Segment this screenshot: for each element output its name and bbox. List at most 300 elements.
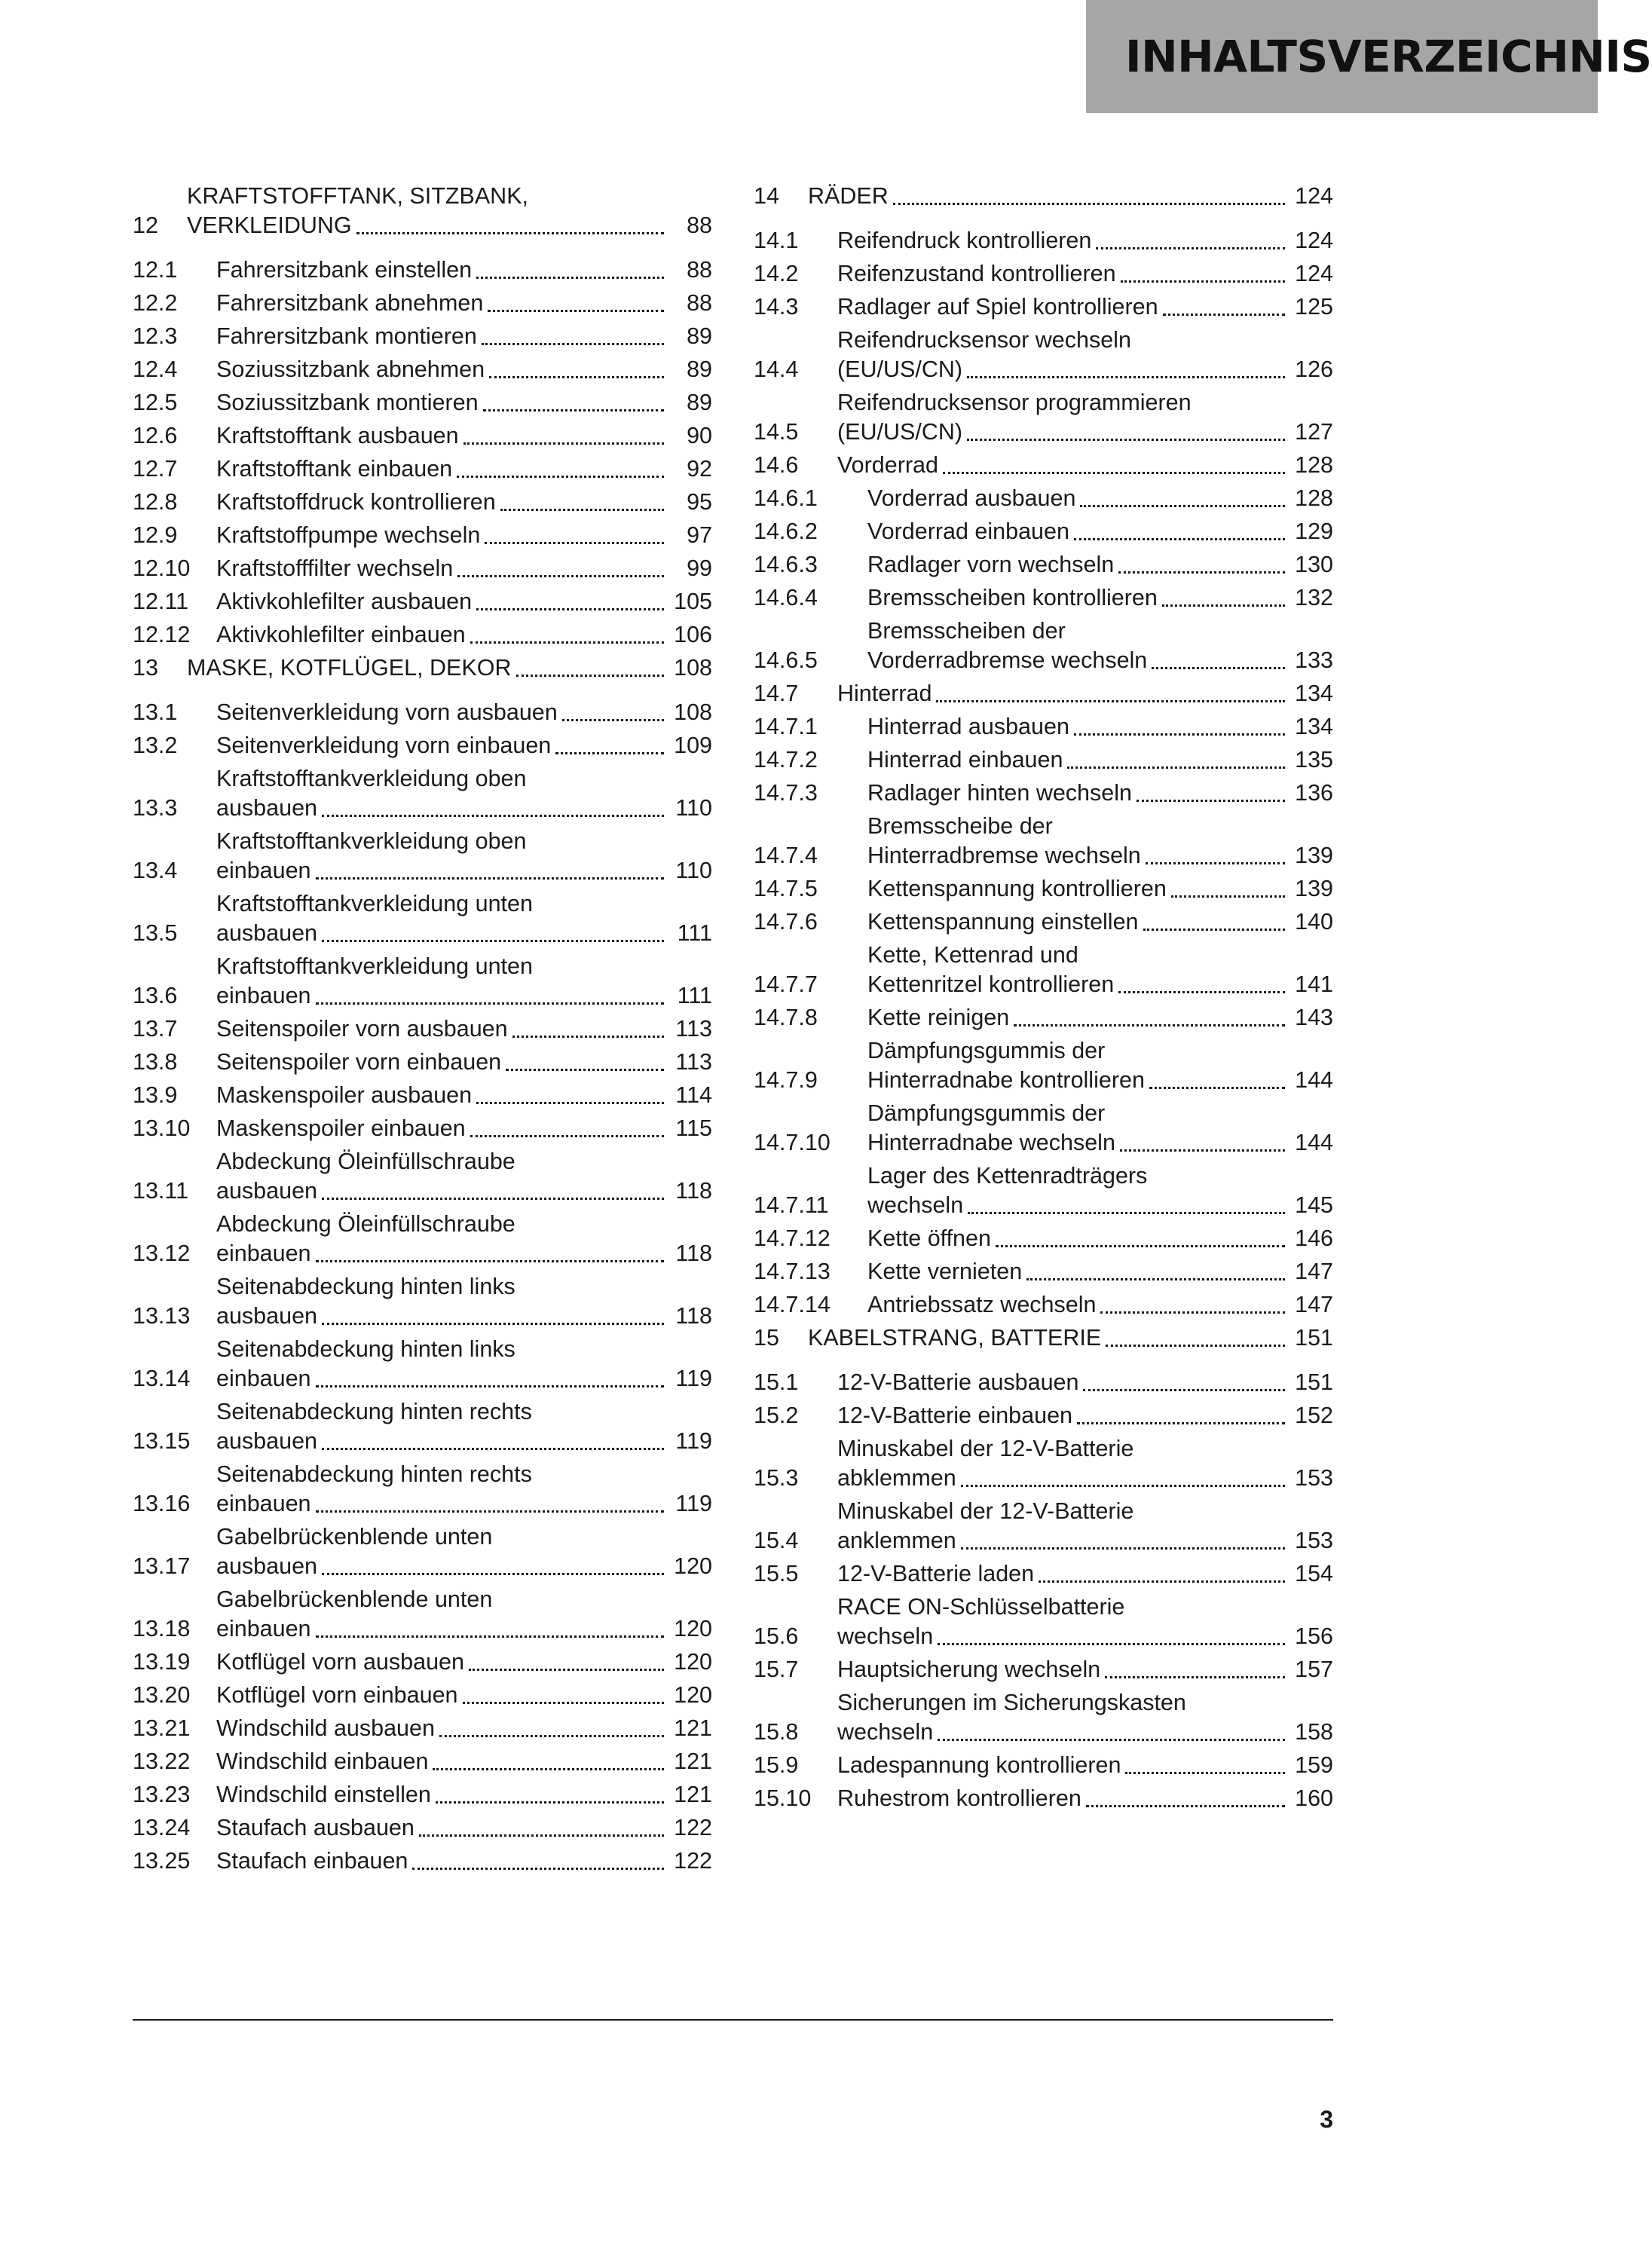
dot-leader bbox=[516, 675, 665, 677]
toc-page-number: 128 bbox=[1295, 452, 1333, 478]
toc-entry-number: 12 bbox=[133, 213, 158, 238]
toc-entry-title bbox=[216, 1846, 712, 1876]
toc-section-entry[interactable] bbox=[754, 1497, 1333, 1556]
toc-section-entry[interactable] bbox=[754, 1036, 1333, 1095]
toc-entry-last-line bbox=[867, 779, 1333, 808]
toc-entry-title-line: ausbauen bbox=[216, 1178, 317, 1204]
toc-entry-title bbox=[216, 1114, 712, 1143]
toc-entry-title bbox=[837, 1784, 1333, 1813]
toc-entry-last-line bbox=[867, 1290, 1333, 1320]
toc-entry-last-line bbox=[216, 322, 712, 351]
toc-entry-number: 13.9 bbox=[133, 1082, 178, 1108]
dot-leader bbox=[316, 1260, 664, 1262]
toc-entry-title-line: Abdeckung Öleinfüllschraube bbox=[216, 1211, 515, 1237]
toc-entry-number: 14.7.10 bbox=[754, 1130, 831, 1155]
toc-section-entry[interactable] bbox=[754, 1401, 1333, 1430]
toc-entry-last-line bbox=[216, 1552, 712, 1581]
toc-entry-title bbox=[867, 779, 1333, 808]
toc-entry-title bbox=[837, 1688, 1333, 1747]
toc-section-entry[interactable] bbox=[754, 1784, 1333, 1813]
toc-entry-number: 13.21 bbox=[133, 1715, 191, 1741]
toc-entry-title-line: Minuskabel der 12-V-Batterie bbox=[837, 1498, 1134, 1524]
toc-entry-title-line: ausbauen bbox=[216, 795, 317, 821]
toc-section-entry[interactable] bbox=[754, 1099, 1333, 1158]
toc-entry-title-line: (EU/US/CN) bbox=[837, 356, 963, 382]
dot-leader bbox=[412, 1868, 664, 1870]
toc-entry-title-line: Hinterradnabe kontrollieren bbox=[867, 1067, 1145, 1093]
toc-entry-title-line: ausbauen bbox=[216, 1553, 317, 1579]
toc-entry-title-line: einbauen bbox=[216, 1616, 311, 1641]
toc-section-entry[interactable] bbox=[754, 1257, 1333, 1287]
toc-page-number: 120 bbox=[674, 1553, 712, 1579]
toc-page-number: 147 bbox=[1295, 1259, 1333, 1284]
dot-leader bbox=[489, 376, 664, 378]
dot-leader bbox=[1146, 862, 1285, 864]
toc-entry-number: 12.4 bbox=[133, 356, 178, 382]
toc-entry-title-line: Seitenabdeckung hinten rechts bbox=[216, 1461, 532, 1487]
toc-entry-last-line bbox=[867, 841, 1333, 870]
toc-entry-title-line: Seitenabdeckung hinten links bbox=[216, 1274, 515, 1299]
toc-entry-title-line: Hinterradnabe wechseln bbox=[867, 1130, 1115, 1155]
toc-entry-title bbox=[216, 255, 712, 285]
toc-section-entry[interactable] bbox=[133, 731, 712, 760]
toc-entry-last-line bbox=[837, 1622, 1333, 1651]
toc-entry-title-line: RACE ON-Schlüsselbatterie bbox=[837, 1594, 1125, 1620]
dot-leader bbox=[1162, 604, 1285, 607]
toc-entry-title bbox=[867, 583, 1333, 613]
toc-entry-title bbox=[867, 616, 1333, 675]
toc-section-entry[interactable] bbox=[754, 1434, 1333, 1493]
toc-entry-number: 15.7 bbox=[754, 1657, 799, 1682]
toc-page-number: 89 bbox=[687, 390, 712, 415]
toc-entry-last-line bbox=[216, 1014, 712, 1044]
toc-section-entry[interactable] bbox=[754, 679, 1333, 708]
toc-entry-title bbox=[216, 1048, 712, 1077]
toc-entry-last-line bbox=[216, 289, 712, 318]
toc-page-number: 143 bbox=[1295, 1005, 1333, 1030]
toc-page-number: 124 bbox=[1295, 228, 1333, 253]
toc-entry-title-line: Windschild ausbauen bbox=[216, 1715, 435, 1741]
toc-entry-title-line: Seitenabdeckung hinten links bbox=[216, 1336, 515, 1362]
toc-section-entry[interactable] bbox=[754, 779, 1333, 808]
toc-entry-title bbox=[837, 326, 1333, 384]
toc-section-entry[interactable] bbox=[754, 259, 1333, 289]
toc-page-number: 119 bbox=[675, 1491, 712, 1516]
toc-entry-title-line: Bremsscheiben der bbox=[867, 618, 1066, 644]
toc-section-entry[interactable] bbox=[754, 226, 1333, 255]
toc-entry-last-line bbox=[837, 226, 1333, 255]
toc-entry-last-line bbox=[216, 488, 712, 517]
toc-entry-number: 14.7.13 bbox=[754, 1259, 831, 1284]
toc-section-entry[interactable] bbox=[133, 1460, 712, 1519]
toc-entry-last-line bbox=[216, 1081, 712, 1110]
toc-entry-title-line: Reifendrucksensor wechseln bbox=[837, 327, 1131, 353]
toc-entry-number: 14.6.2 bbox=[754, 519, 818, 544]
toc-entry-title bbox=[837, 292, 1333, 322]
toc-section-entry[interactable] bbox=[754, 1224, 1333, 1253]
toc-section-entry[interactable] bbox=[754, 326, 1333, 384]
toc-entry-last-line bbox=[187, 653, 712, 683]
dot-leader bbox=[555, 752, 664, 754]
dot-leader bbox=[457, 476, 664, 478]
toc-entry-number: 13.17 bbox=[133, 1553, 191, 1579]
toc-page-number: 120 bbox=[674, 1649, 712, 1675]
toc-section-entry[interactable] bbox=[133, 521, 712, 550]
toc-section-entry[interactable] bbox=[133, 889, 712, 948]
toc-page-number: 139 bbox=[1295, 843, 1333, 868]
toc-entry-title-line: Dämpfungsgummis der bbox=[867, 1038, 1106, 1063]
toc-page-number: 153 bbox=[1295, 1528, 1333, 1553]
toc-entry-number: 13.25 bbox=[133, 1848, 191, 1874]
toc-entry-number: 14.4 bbox=[754, 356, 799, 382]
toc-entry-title-line: Soziussitzbank montieren bbox=[216, 390, 479, 415]
toc-section-entry[interactable] bbox=[754, 1161, 1333, 1220]
toc-entry-title-line: Aktivkohlefilter ausbauen bbox=[216, 589, 473, 614]
toc-entry-title bbox=[867, 1099, 1333, 1158]
toc-page-number: 120 bbox=[674, 1682, 712, 1708]
toc-entry-title bbox=[216, 1397, 712, 1456]
toc-section-entry[interactable] bbox=[133, 488, 712, 517]
toc-right-column bbox=[754, 182, 1333, 1817]
dot-leader bbox=[1121, 280, 1285, 283]
toc-page-number: 157 bbox=[1295, 1657, 1333, 1682]
dot-leader bbox=[506, 1069, 664, 1071]
toc-section-entry[interactable] bbox=[133, 1780, 712, 1810]
dot-leader bbox=[1152, 667, 1285, 669]
toc-section-entry[interactable] bbox=[754, 712, 1333, 742]
toc-entry-title bbox=[867, 1161, 1333, 1220]
toc-entry-title bbox=[837, 1497, 1333, 1556]
toc-section-entry[interactable] bbox=[133, 1585, 712, 1644]
toc-entry-title-line: RÄDER bbox=[808, 183, 889, 209]
toc-section-entry[interactable] bbox=[133, 255, 712, 285]
toc-entry-title bbox=[216, 1585, 712, 1644]
dot-leader bbox=[968, 1212, 1285, 1214]
dot-leader bbox=[436, 1801, 664, 1804]
toc-section-entry[interactable] bbox=[133, 1846, 712, 1876]
toc-section-entry[interactable] bbox=[133, 764, 712, 823]
toc-section-entry[interactable] bbox=[754, 1003, 1333, 1033]
toc-section-entry[interactable] bbox=[754, 1751, 1333, 1780]
toc-entry-number: 14.7.6 bbox=[754, 909, 818, 935]
toc-section-entry[interactable] bbox=[754, 1290, 1333, 1320]
toc-entry-title-line: Maskenspoiler einbauen bbox=[216, 1115, 466, 1141]
toc-section-entry[interactable] bbox=[754, 616, 1333, 675]
toc-entry-last-line bbox=[837, 1526, 1333, 1556]
toc-entry-title-line: Kraftstoffpumpe wechseln bbox=[216, 522, 481, 548]
dot-leader bbox=[1118, 991, 1285, 993]
toc-section-entry[interactable] bbox=[133, 827, 712, 886]
toc-entry-title bbox=[867, 941, 1333, 999]
toc-entry-last-line bbox=[216, 521, 712, 550]
toc-section-entry[interactable] bbox=[133, 1681, 712, 1710]
toc-section-entry[interactable] bbox=[133, 289, 712, 318]
toc-entry-last-line bbox=[837, 679, 1333, 708]
toc-section-entry[interactable] bbox=[133, 1210, 712, 1268]
toc-entry-title bbox=[837, 1751, 1333, 1780]
toc-entry-title-line: Minuskabel der 12-V-Batterie bbox=[837, 1436, 1134, 1461]
toc-entry-number: 15.3 bbox=[754, 1465, 799, 1491]
toc-entry-number: 14.7.2 bbox=[754, 747, 818, 773]
toc-entry-last-line bbox=[216, 1239, 712, 1268]
toc-entry-number: 12.11 bbox=[133, 589, 189, 614]
toc-entry-title-line: Staufach einbauen bbox=[216, 1848, 408, 1874]
toc-page-number: 119 bbox=[675, 1366, 712, 1391]
dot-leader bbox=[936, 700, 1285, 702]
toc-entry-title bbox=[216, 289, 712, 318]
toc-page-number: 151 bbox=[1295, 1369, 1333, 1395]
toc-page-number: 108 bbox=[674, 699, 712, 725]
dot-leader bbox=[476, 1102, 664, 1104]
toc-page-number: 146 bbox=[1295, 1225, 1333, 1251]
toc-entry-title-line: Fahrersitzbank einstellen bbox=[216, 257, 473, 283]
toc-entry-last-line bbox=[837, 1655, 1333, 1684]
toc-section-entry[interactable] bbox=[754, 907, 1333, 937]
toc-page-number: 121 bbox=[674, 1749, 712, 1774]
toc-entry-number: 15.4 bbox=[754, 1528, 799, 1553]
toc-entry-last-line bbox=[837, 1368, 1333, 1397]
toc-section-entry[interactable] bbox=[754, 517, 1333, 546]
toc-section-entry[interactable] bbox=[754, 550, 1333, 580]
toc-entry-title bbox=[216, 1522, 712, 1581]
toc-section-entry[interactable] bbox=[133, 1147, 712, 1206]
toc-entry-title-line: anklemmen bbox=[837, 1528, 956, 1553]
toc-section-entry[interactable] bbox=[133, 388, 712, 418]
dot-leader bbox=[1014, 1024, 1285, 1026]
toc-entry-title bbox=[216, 1681, 712, 1710]
toc-section-entry[interactable] bbox=[133, 1335, 712, 1394]
toc-section-entry[interactable] bbox=[133, 322, 712, 351]
toc-section-entry[interactable] bbox=[754, 451, 1333, 480]
toc-entry-title-line: Hinterrad bbox=[837, 681, 932, 706]
toc-chapter-entry[interactable] bbox=[133, 653, 712, 683]
toc-entry-number: 12.8 bbox=[133, 489, 178, 515]
toc-entry-number: 13.15 bbox=[133, 1428, 191, 1454]
toc-page-number: 111 bbox=[677, 920, 712, 946]
toc-entry-number: 14.1 bbox=[754, 228, 799, 253]
toc-section-entry[interactable] bbox=[133, 1272, 712, 1331]
toc-entry-title-line: Kraftstofftankverkleidung unten bbox=[216, 953, 533, 979]
toc-section-entry[interactable] bbox=[133, 1114, 712, 1143]
dot-leader bbox=[469, 1669, 664, 1671]
toc-entry-last-line bbox=[837, 451, 1333, 480]
dot-leader bbox=[463, 442, 664, 445]
toc-section-entry[interactable] bbox=[133, 1648, 712, 1677]
toc-entry-title bbox=[216, 554, 712, 583]
toc-entry-number: 14.7.14 bbox=[754, 1292, 831, 1317]
toc-page-number: 118 bbox=[675, 1241, 712, 1266]
toc-section-entry[interactable] bbox=[754, 388, 1333, 447]
dot-leader bbox=[322, 1448, 664, 1450]
toc-section-entry[interactable] bbox=[754, 941, 1333, 999]
toc-entry-last-line bbox=[216, 1614, 712, 1644]
toc-chapter-entry[interactable] bbox=[754, 182, 1333, 211]
toc-entry-last-line bbox=[867, 646, 1333, 675]
dot-leader bbox=[512, 1036, 664, 1038]
toc-entry-title bbox=[837, 1401, 1333, 1430]
toc-entry-number: 12.9 bbox=[133, 522, 178, 548]
toc-section-entry[interactable] bbox=[133, 355, 712, 384]
toc-section-entry[interactable] bbox=[133, 1048, 712, 1077]
toc-entry-last-line bbox=[867, 907, 1333, 937]
toc-entry-last-line bbox=[216, 698, 712, 727]
toc-section-entry[interactable] bbox=[133, 421, 712, 451]
toc-entry-number: 14.7.7 bbox=[754, 971, 818, 997]
toc-entry-title bbox=[837, 1368, 1333, 1397]
toc-entry-title bbox=[216, 1648, 712, 1677]
toc-entry-last-line bbox=[216, 1846, 712, 1876]
toc-entry-title bbox=[187, 182, 712, 240]
toc-page-number: 147 bbox=[1295, 1292, 1333, 1317]
toc-entry-title-line: Soziussitzbank abnehmen bbox=[216, 356, 485, 382]
toc-entry-last-line bbox=[837, 1401, 1333, 1430]
toc-section-entry[interactable] bbox=[754, 745, 1333, 775]
toc-entry-title-line: Hinterrad ausbauen bbox=[867, 714, 1069, 739]
dot-leader bbox=[463, 1702, 665, 1704]
toc-entry-last-line bbox=[837, 1751, 1333, 1780]
toc-entry-number: 14.6.1 bbox=[754, 485, 818, 511]
toc-section-entry[interactable] bbox=[754, 292, 1333, 322]
toc-page-number: 159 bbox=[1295, 1752, 1333, 1778]
toc-page-number: 119 bbox=[675, 1428, 712, 1454]
toc-page-number: 144 bbox=[1295, 1067, 1333, 1093]
toc-entry-title-line: Hauptsicherung wechseln bbox=[837, 1657, 1101, 1682]
dot-leader bbox=[1120, 1149, 1285, 1152]
toc-entry-title bbox=[216, 355, 712, 384]
toc-entry-title bbox=[867, 484, 1333, 513]
toc-page-number: 97 bbox=[687, 522, 712, 548]
toc-entry-number: 13.20 bbox=[133, 1682, 191, 1708]
toc-entry-title-line: Kettenspannung kontrollieren bbox=[867, 876, 1167, 901]
toc-entry-last-line bbox=[216, 731, 712, 760]
toc-section-entry[interactable] bbox=[133, 554, 712, 583]
toc-entry-title-line: Vorderrad ausbauen bbox=[867, 485, 1076, 511]
toc-section-entry[interactable] bbox=[133, 1014, 712, 1044]
toc-entry-title-line: Dämpfungsgummis der bbox=[867, 1100, 1106, 1126]
toc-entry-last-line bbox=[867, 1191, 1333, 1220]
toc-entry-last-line bbox=[216, 794, 712, 823]
toc-left-column bbox=[133, 182, 712, 1880]
toc-entry-title-line: Bremsscheibe der bbox=[867, 813, 1053, 839]
toc-entry-title-line: Kette vernieten bbox=[867, 1259, 1023, 1284]
toc-section-entry[interactable] bbox=[133, 587, 712, 616]
toc-section-entry[interactable] bbox=[754, 1592, 1333, 1651]
toc-section-entry[interactable] bbox=[133, 1747, 712, 1776]
toc-section-entry[interactable] bbox=[133, 454, 712, 484]
toc-entry-last-line bbox=[216, 856, 712, 886]
toc-section-entry[interactable] bbox=[754, 812, 1333, 870]
toc-entry-title bbox=[216, 1081, 712, 1110]
toc-section-entry[interactable] bbox=[133, 1714, 712, 1743]
dot-leader bbox=[1086, 1805, 1285, 1807]
toc-entry-last-line bbox=[867, 484, 1333, 513]
toc-entry-title bbox=[216, 620, 712, 650]
toc-page-number: 118 bbox=[675, 1303, 712, 1329]
toc-entry-title bbox=[808, 1323, 1333, 1353]
toc-entry-title-line: Reifendrucksensor programmieren bbox=[837, 390, 1192, 415]
toc-entry-title-line: Windschild einbauen bbox=[216, 1749, 429, 1774]
toc-entry-title bbox=[216, 1335, 712, 1394]
toc-entry-title bbox=[216, 1210, 712, 1268]
toc-entry-last-line bbox=[867, 1224, 1333, 1253]
toc-entry-last-line bbox=[837, 1464, 1333, 1493]
toc-section-entry[interactable] bbox=[754, 1559, 1333, 1589]
toc-entry-title bbox=[837, 1434, 1333, 1493]
toc-entry-title-line: wechseln bbox=[867, 1192, 964, 1218]
dot-leader bbox=[419, 1834, 664, 1837]
dot-leader bbox=[1118, 571, 1285, 574]
toc-entry-title bbox=[216, 827, 712, 886]
dot-leader bbox=[470, 641, 664, 644]
toc-page-number: 124 bbox=[1295, 183, 1333, 209]
toc-section-entry[interactable] bbox=[133, 1081, 712, 1110]
dot-leader bbox=[439, 1735, 664, 1737]
toc-entry-title-line: Sicherungen im Sicherungskasten bbox=[837, 1690, 1186, 1715]
toc-section-entry[interactable] bbox=[754, 1368, 1333, 1397]
toc-entry-title-line: abklemmen bbox=[837, 1465, 956, 1491]
toc-entry-last-line bbox=[867, 1003, 1333, 1033]
toc-entry-title-line: VERKLEIDUNG bbox=[187, 213, 352, 238]
toc-section-entry[interactable] bbox=[133, 1397, 712, 1456]
toc-entry-title-line: einbauen bbox=[216, 1366, 311, 1391]
toc-section-entry[interactable] bbox=[754, 1655, 1333, 1684]
toc-section-entry[interactable] bbox=[754, 1688, 1333, 1747]
dot-leader bbox=[1074, 538, 1285, 540]
dot-leader bbox=[322, 1198, 664, 1200]
toc-chapter-entry[interactable] bbox=[133, 182, 712, 240]
toc-entry-title bbox=[216, 1147, 712, 1206]
toc-section-entry[interactable] bbox=[754, 583, 1333, 613]
toc-section-entry[interactable] bbox=[133, 620, 712, 650]
toc-entry-title bbox=[867, 745, 1333, 775]
toc-entry-number: 14.6.3 bbox=[754, 552, 818, 577]
toc-page-number: 88 bbox=[687, 213, 712, 238]
toc-entry-number: 14.6.5 bbox=[754, 647, 818, 673]
toc-entry-title-line: Radlager auf Spiel kontrollieren bbox=[837, 294, 1158, 320]
toc-section-entry[interactable] bbox=[133, 1813, 712, 1843]
toc-section-entry[interactable] bbox=[133, 1522, 712, 1581]
toc-chapter-entry[interactable] bbox=[754, 1323, 1333, 1353]
toc-entry-title bbox=[867, 1290, 1333, 1320]
toc-entry-last-line bbox=[216, 620, 712, 650]
toc-entry-number: 13.12 bbox=[133, 1241, 191, 1266]
dot-leader bbox=[961, 1547, 1285, 1550]
dot-leader bbox=[316, 877, 664, 880]
toc-section-entry[interactable] bbox=[754, 484, 1333, 513]
toc-entry-number: 14.7.1 bbox=[754, 714, 818, 739]
toc-entry-number: 12.10 bbox=[133, 555, 191, 581]
footer-rule bbox=[133, 2019, 1333, 2021]
toc-entry-title-line: Seitenabdeckung hinten rechts bbox=[216, 1399, 532, 1424]
toc-page-number: 122 bbox=[674, 1848, 712, 1874]
toc-entry-last-line bbox=[216, 1427, 712, 1456]
toc-entry-title bbox=[837, 1559, 1333, 1589]
dot-leader bbox=[1106, 1345, 1285, 1347]
toc-entry-title-line: Radlager hinten wechseln bbox=[867, 780, 1132, 806]
toc-section-entry[interactable] bbox=[754, 874, 1333, 904]
toc-entry-title-line: Kraftstoffdruck kontrollieren bbox=[216, 489, 496, 515]
toc-page-number: 134 bbox=[1295, 681, 1333, 706]
toc-page-number: 130 bbox=[1295, 552, 1333, 577]
toc-entry-last-line bbox=[216, 1114, 712, 1143]
toc-entry-title bbox=[808, 182, 1333, 211]
toc-entry-title-line: Kraftstofftank einbauen bbox=[216, 456, 453, 482]
toc-section-entry[interactable] bbox=[133, 698, 712, 727]
dot-leader bbox=[482, 343, 664, 345]
toc-section-entry[interactable] bbox=[133, 952, 712, 1011]
dot-leader bbox=[485, 542, 664, 544]
dot-leader bbox=[1077, 1422, 1285, 1424]
